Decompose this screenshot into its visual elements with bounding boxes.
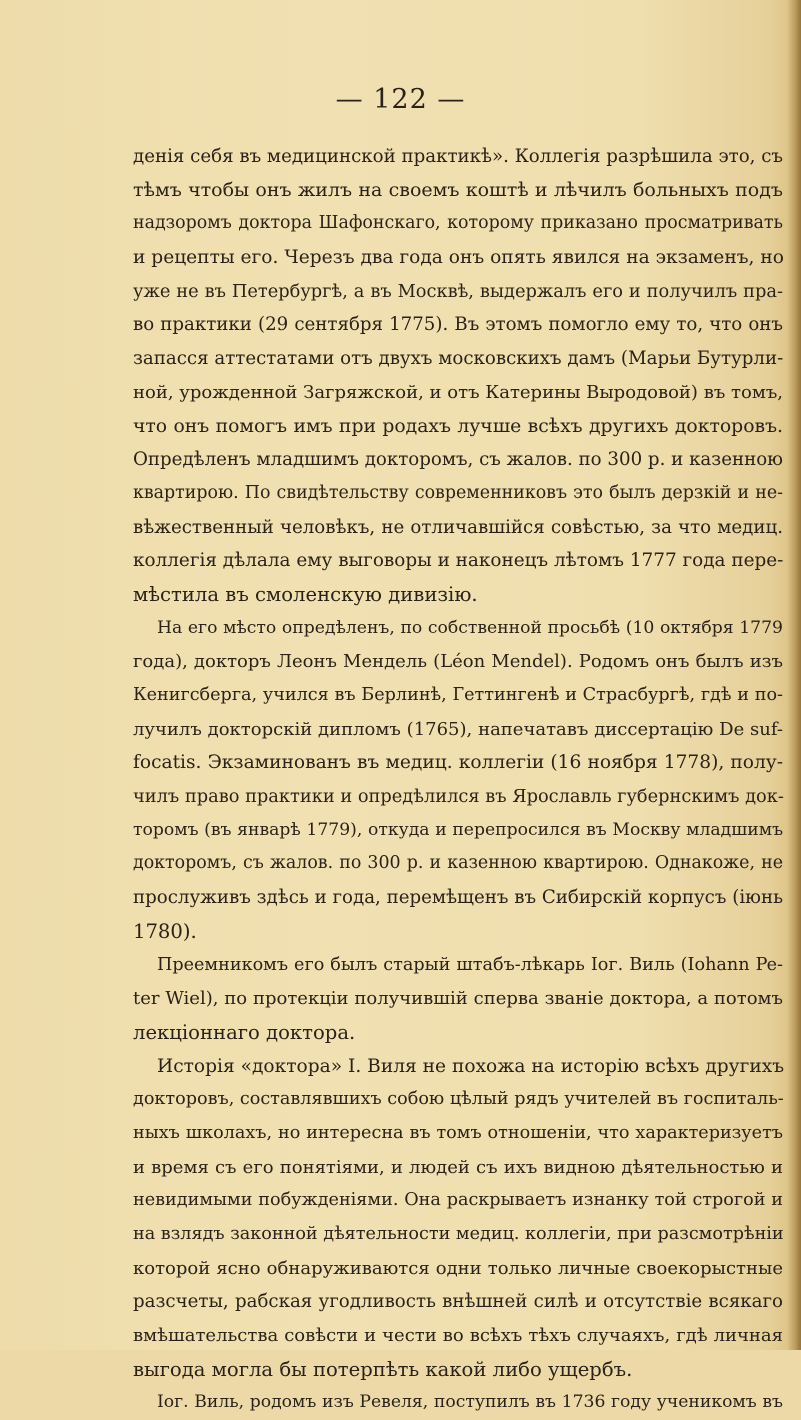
text-line: квартирою. По свидѣтельству современниковъ это былъ дерзкій и не- — [133, 482, 783, 503]
text-line: года), докторъ Леонъ Мендель (Léon Mendel). Родомъ онъ былъ изъ — [133, 651, 783, 673]
text-line: что онъ помогъ имъ при родахъ лучше всѣхъ другихъ докторовъ. — [133, 415, 783, 437]
text-line: focatis. Экзаминованъ въ медиц. коллегіи (16 ноября 1778), полу- — [133, 752, 783, 774]
text-line: денія себя въ медицинской практикѣ». Коллегія разрѣшила это, съ — [133, 146, 783, 167]
text-line: докторомъ, съ жалов. по 300 р. и казенною квартирою. Однакоже, не — [133, 853, 783, 874]
text-line: вмѣшательства совѣсти и чести во всѣхъ тѣхъ случаяхъ, гдѣ личная — [133, 1325, 783, 1347]
text-line: разсчеты, рабская угодливость внѣшней силѣ и отсутствіе всякаго — [133, 1291, 783, 1313]
text-line: ной, урожденной Загряжской, и отъ Катерины Выродовой) въ томъ, — [133, 381, 783, 403]
text-line: надзоромъ доктора Шафонскаго, которому приказано просматривать — [133, 213, 783, 234]
text-line: которой ясно обнаруживаются одни только личные своекорыстные — [133, 1257, 783, 1279]
paragraph-first-line: Преемникомъ его былъ старый штабъ-лѣкарь Іог. Виль (Iohann Pe- — [157, 954, 783, 975]
text-line: вѣжественный человѣкъ, не отличавшійся совѣстью, за что медиц. — [133, 516, 783, 538]
text-line: 1780). — [133, 919, 197, 943]
text-line: невидимыми побужденіями. Она раскрываетъ изнанку той строгой и — [133, 1190, 783, 1211]
text-line: прослуживъ здѣсь и года, перемѣщенъ въ Сибирскій корпусъ (іюнь — [133, 887, 783, 909]
text-line: Кенигсберга, учился въ Берлинѣ, Геттингенѣ и Страсбургѣ, гдѣ и по- — [133, 685, 783, 705]
text-line: лекціоннаго доктора. — [133, 1020, 356, 1044]
text-line: и рецепты его. Черезъ два года онъ опять явился на экзаменъ, но — [133, 247, 784, 269]
paragraph-first-line: На его мѣсто опредѣленъ, по собственной просьбѣ (10 октября 1779 — [157, 617, 783, 638]
text-line: тѣмъ чтобы онъ жилъ на своемъ коштѣ и лѣчилъ больныхъ подъ — [133, 178, 783, 201]
text-line: ter Wiel), по протекціи получившій сперва званіе доктора, а потомъ — [133, 988, 783, 1010]
page-edge-shadow — [787, 0, 801, 1350]
text-line: чилъ право практики и опредѣлился въ Ярославль губернскимъ док- — [133, 786, 784, 808]
text-line: во практики (29 сентября 1775). Въ этомъ помогло ему то, что онъ — [133, 314, 783, 336]
text-line: выгода могла бы потерпѣть какой либо ущербъ. — [133, 1357, 633, 1381]
body-text — [133, 140, 783, 1420]
text-line: и время съ его понятіями, и людей съ ихъ видною дѣятельностью и — [133, 1156, 783, 1178]
text-line: торомъ (въ январѣ 1779), откуда и перепросился въ Москву младшимъ — [133, 819, 783, 840]
text-line: Опредѣленъ младшимъ докторомъ, съ жалов. по 300 р. и казенною — [133, 449, 783, 471]
text-line: мѣстила въ смоленскую дивизію. — [133, 582, 478, 606]
text-line: лучилъ докторскій дипломъ (1765), напечатавъ диссертацію De suf- — [133, 718, 783, 740]
text-line: докторовъ, составлявшихъ собою цѣлый рядъ учителей въ госпиталь- — [133, 1089, 784, 1110]
text-line: уже не въ Петербургѣ, а въ Москвѣ, выдержалъ его и получилъ пра- — [133, 280, 783, 302]
paragraph-first-line: Исторія «доктора» І. Виля не похожа на исторію всѣхъ другихъ — [157, 1055, 785, 1077]
paragraph-first-line: Іог. Виль, родомъ изъ Ревеля, поступилъ въ 1736 году ученикомъ въ — [157, 1392, 783, 1413]
page-number: — 122 — — [335, 84, 466, 115]
text-line: ныхъ школахъ, но интересна въ томъ отношеніи, что характеризуетъ — [133, 1122, 783, 1143]
text-line: коллегія дѣлала ему выговоры и наконецъ лѣтомъ 1777 года пере- — [133, 550, 784, 572]
text-line: на взлядъ законной дѣятельности медиц. коллегіи, при разсмотрѣніи — [133, 1224, 784, 1244]
text-line: запасся аттестатами отъ двухъ московскихъ дамъ (Марьи Бутурли- — [133, 348, 784, 370]
